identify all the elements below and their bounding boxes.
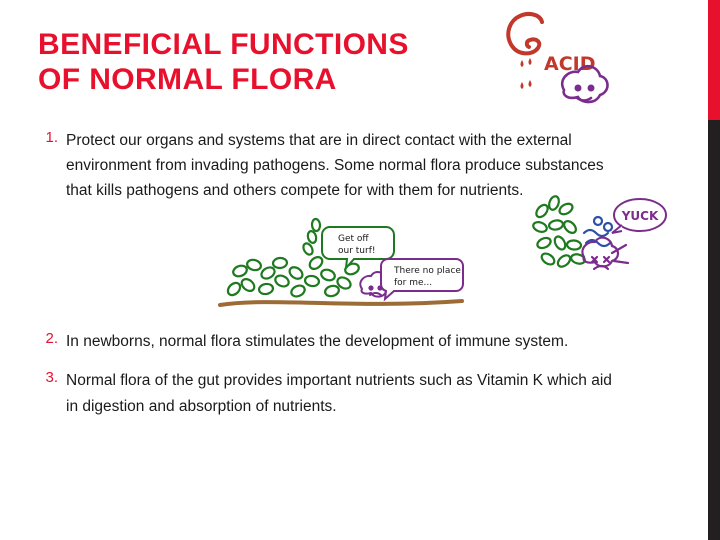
list-item-number: 3. [45,369,58,387]
page-title-line-2: OF NORMAL FLORA [38,62,337,96]
list-item-text: Protect our organs and systems that are in direct contact with the external environment from invading pathogens. Some normal flora produce substances that kills pathogens and others compete for with them for nutrients. [66,132,604,200]
speech-bubble-line-1: Get off [338,234,369,245]
yuck-illustration [522,187,672,307]
acid-label: ACID [544,53,596,75]
page-title [38,28,538,98]
speech-bubble-line-2: our turf! [338,246,376,257]
page-title-line-1: BENEFICIAL FUNCTIONS [38,28,409,61]
flora-illustration-row [22,209,659,321]
yuck-speech-bubble [612,199,666,233]
beneficial-functions-list [22,128,659,425]
flora-colony-icon [212,209,472,321]
list-item-text: In newborns, normal flora stimulates the development of immune system. [66,333,569,351]
edge-accent-bar-dark [708,120,720,540]
list-item-number: 1. [45,129,58,146]
list-item [22,368,622,418]
list-item-number: 2. [45,330,58,348]
list-item [22,329,622,354]
normal-flora-illustration [212,209,472,321]
yuck-reaction-icon [522,187,672,307]
stomach-acid-icon [492,8,642,118]
speech-bubble-2-line-1: There no place [394,266,461,277]
yuck-label: YUCK [621,209,659,224]
speech-bubble-no-place-for-me [381,259,463,299]
edge-accent-bar-red [708,0,720,120]
speech-bubble-2-line-2: for me... [394,278,433,289]
stomach-acid-illustration [492,8,642,118]
list-item-text: Normal flora of the gut provides important nutrients such as Vitamin K which aid in digestion and absorption of nutrients. [66,372,612,415]
